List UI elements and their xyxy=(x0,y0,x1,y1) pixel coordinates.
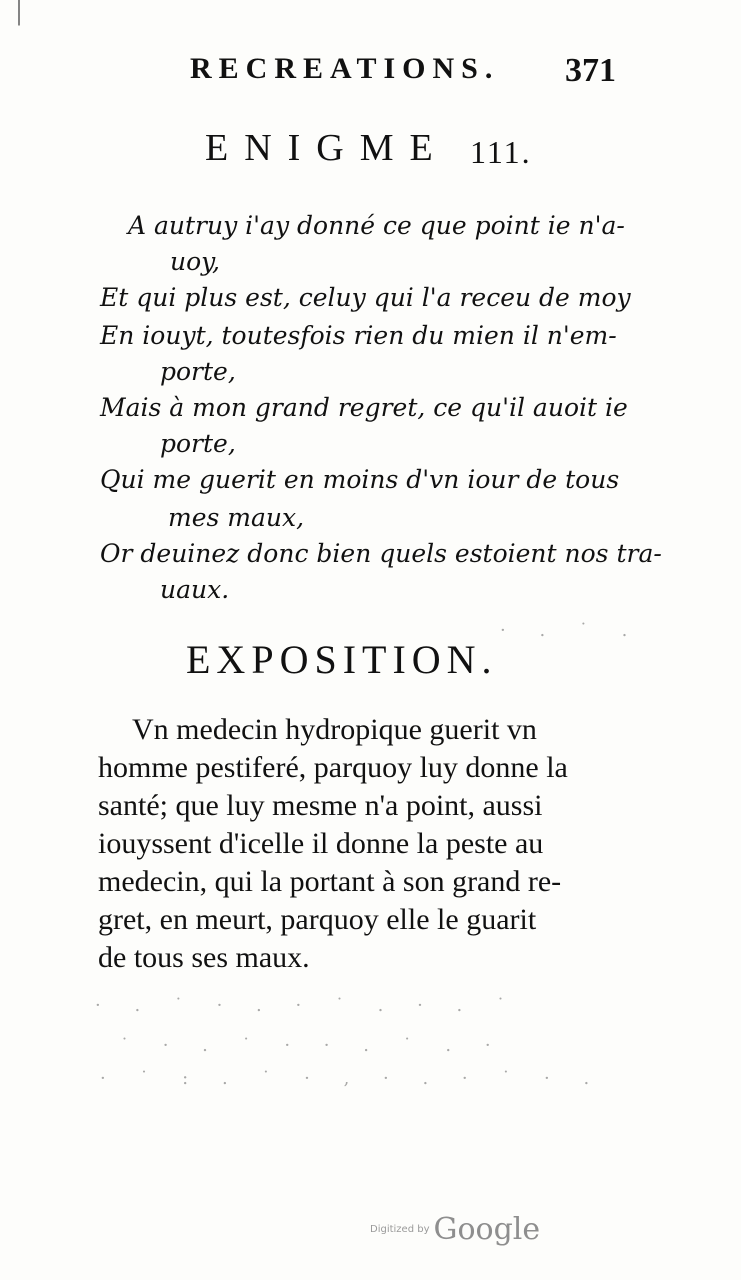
scan-noise: · . ˙ . xyxy=(500,620,642,641)
exposition-title: EXPOSITION. xyxy=(186,637,498,682)
verse-line: porte, xyxy=(160,429,236,458)
exposition-line: iouyssent d'icelle il donne la peste au xyxy=(98,827,544,860)
scan-edge-shadow xyxy=(18,0,20,1280)
verse-line: En iouyt, toutesfois rien du mien il n'em- xyxy=(100,321,617,350)
verse-line: porte, xyxy=(160,357,236,386)
exposition-line: homme pestiferé, parquoy luy donne la xyxy=(98,751,568,784)
exposition-line: gret, en meurt, parquoy elle le guarit xyxy=(98,903,537,936)
verse-line: A autruy i'ay donné ce que point ie n'a- xyxy=(128,211,625,240)
exposition-line: medecin, qui la portant à son grand re- xyxy=(98,865,562,898)
verse-line: Et qui plus est, celuy qui l'a receu de moy xyxy=(100,283,631,312)
exposition-line: Vn medecin hydropique guerit vn xyxy=(132,713,537,746)
verse-line: mes maux, xyxy=(168,503,305,532)
scan-noise: · . ˙ · . · ˙ . · . ˙ xyxy=(95,995,519,1016)
verse-line: uaux. xyxy=(160,575,230,604)
exposition-line: santé; que luy mesme n'a point, aussi xyxy=(98,789,543,822)
scan-noise: · ˙ : . ˙ · ‚ · . · ˙ · . xyxy=(100,1068,604,1089)
verse-line: Or deuinez donc bien quels estoient nos tra- xyxy=(100,539,662,568)
verse-line: Qui me guerit en moins d'vn iour de tous xyxy=(100,465,620,494)
digitized-watermark xyxy=(370,1212,540,1247)
page-number: 371 xyxy=(565,52,616,89)
scan-noise: ˙ · . ˙ · · . ˙ . · xyxy=(120,1035,505,1056)
verse-line: uoy, xyxy=(170,247,220,276)
google-logo: Google xyxy=(433,1212,541,1247)
enigma-number: 111. xyxy=(470,134,532,170)
running-head: RECREATIONS. xyxy=(190,52,500,85)
enigma-title: ENIGME xyxy=(205,127,449,169)
exposition-line: de tous ses maux. xyxy=(98,941,310,974)
watermark-prefix: Digitized by xyxy=(370,1224,430,1235)
verse-line: Mais à mon grand regret, ce qu'il auoit ie xyxy=(100,393,628,422)
